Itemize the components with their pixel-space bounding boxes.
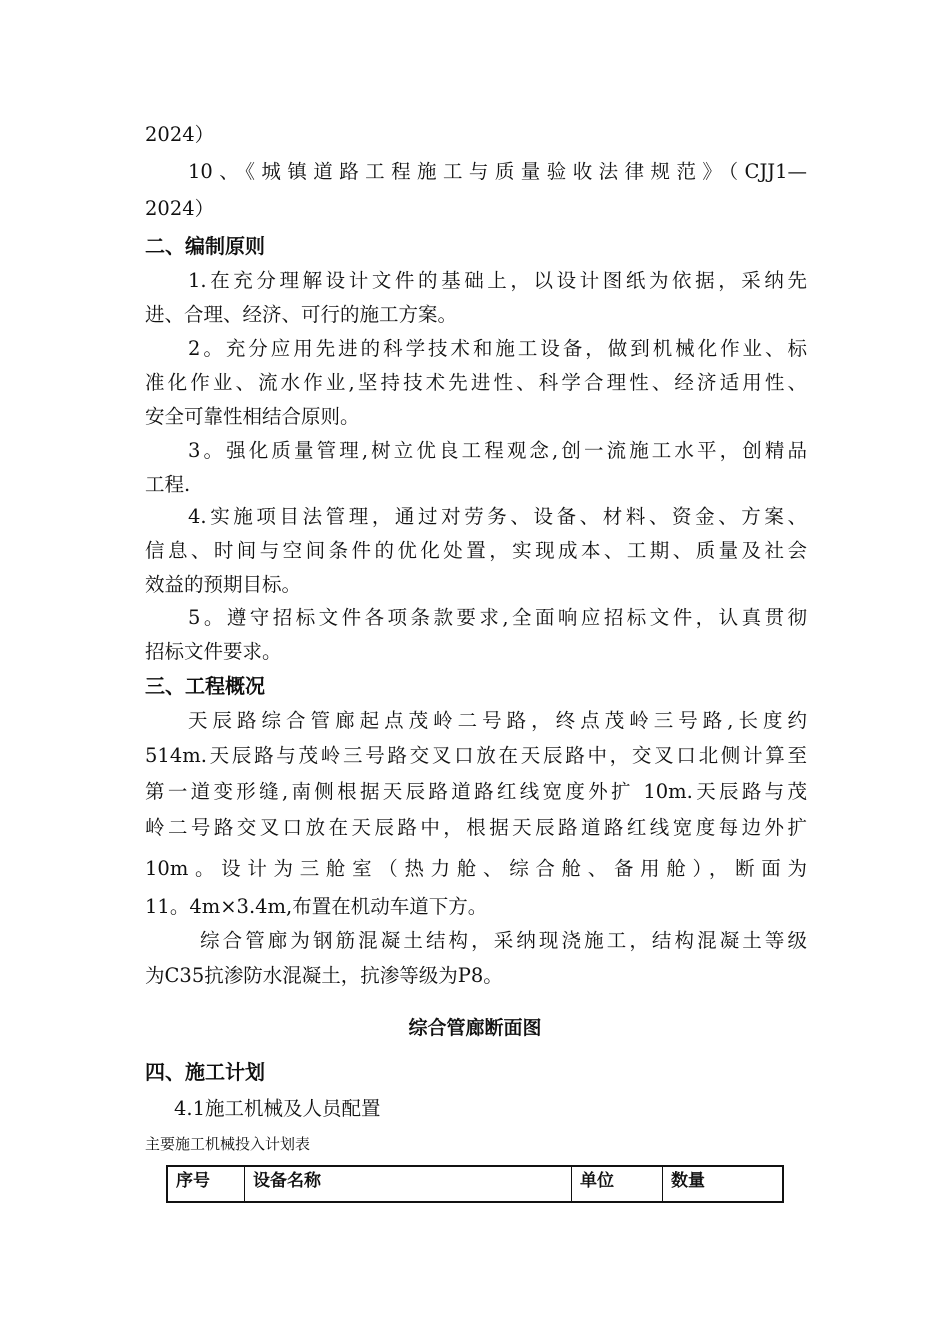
principle-5-line2: 招标文件要求。 bbox=[145, 640, 282, 663]
principle-4-line3: 效益的预期目标。 bbox=[145, 573, 302, 596]
overview-para1-line5: 10m。设计为三舱室（热力舱、综合舱、备用舱），断面为 bbox=[145, 857, 807, 880]
figure-title: 综合管廊断面图 bbox=[408, 1017, 542, 1039]
principle-1-line1: 1.在充分理解设计文件的基础上，以设计图纸为依据，采纳先 bbox=[188, 269, 807, 292]
section-heading-plan: 四、施工计划 bbox=[145, 1060, 265, 1084]
header-cell-equipment-name: 设备名称 bbox=[245, 1166, 572, 1202]
header-cell-index: 序号 bbox=[167, 1166, 245, 1202]
overview-para1-line6: 11。4m×3.4m,布置在机动车道下方。 bbox=[145, 895, 488, 918]
principle-2-line1: 2。充分应用先进的科学技术和施工设备，做到机械化作业、标 bbox=[188, 337, 807, 360]
reference-tail: 2024） bbox=[145, 123, 215, 146]
overview-para2-line2: 为C35抗渗防水混凝土，抗渗等级为P8。 bbox=[145, 964, 503, 987]
machinery-plan-table bbox=[166, 1165, 784, 1203]
table-header-row bbox=[167, 1166, 783, 1202]
header-cell-unit: 单位 bbox=[572, 1166, 663, 1202]
section-heading-overview: 三、工程概况 bbox=[145, 674, 265, 698]
principle-4-line1: 4.实施项目法管理，通过对劳务、设备、材料、资金、方案、 bbox=[188, 505, 807, 528]
principle-3-line1: 3。强化质量管理,树立优良工程观念,创一流施工水平，创精品 bbox=[188, 439, 807, 462]
principle-2-line3: 安全可靠性相结合原则。 bbox=[145, 405, 360, 428]
header-cell-quantity: 数量 bbox=[663, 1166, 784, 1202]
principle-5-line1: 5。遵守招标文件各项条款要求,全面响应招标文件，认真贯彻 bbox=[188, 606, 807, 629]
section-heading-principles: 二、编制原则 bbox=[145, 234, 265, 258]
overview-para1-line3: 第一道变形缝,南侧根据天辰路道路红线宽度外扩 10m.天辰路与茂 bbox=[145, 780, 807, 803]
principle-3-line2: 工程. bbox=[145, 473, 191, 496]
overview-para1-line4: 岭二号路交叉口放在天辰路中，根据天辰路道路红线宽度每边外扩 bbox=[145, 816, 807, 839]
principle-2-line2: 准化作业、流水作业,坚持技术先进性、科学合理性、经济适用性、 bbox=[145, 371, 807, 394]
table-caption: 主要施工机械投入计划表 bbox=[145, 1135, 311, 1153]
overview-para1-line1: 天辰路综合管廊起点茂岭二号路，终点茂岭三号路,长度约 bbox=[188, 709, 807, 732]
principle-1-line2: 进、合理、经济、可行的施工方案。 bbox=[145, 303, 458, 326]
principle-4-line2: 信息、时间与空间条件的优化处置，实现成本、工期、质量及社会 bbox=[145, 539, 807, 562]
reference-10-line1: 10、《城镇道路工程施工与质量验收法律规范》（CJJ1— bbox=[188, 160, 807, 183]
reference-10-line2: 2024） bbox=[145, 197, 215, 220]
overview-para1-line2: 514m.天辰路与茂岭三号路交叉口放在天辰路中，交叉口北侧计算至 bbox=[145, 744, 807, 767]
subsection-heading-machinery: 4.1施工机械及人员配置 bbox=[174, 1097, 381, 1120]
overview-para2-line1: 综合管廊为钢筋混凝土结构，采纳现浇施工，结构混凝土等级 bbox=[200, 929, 807, 952]
